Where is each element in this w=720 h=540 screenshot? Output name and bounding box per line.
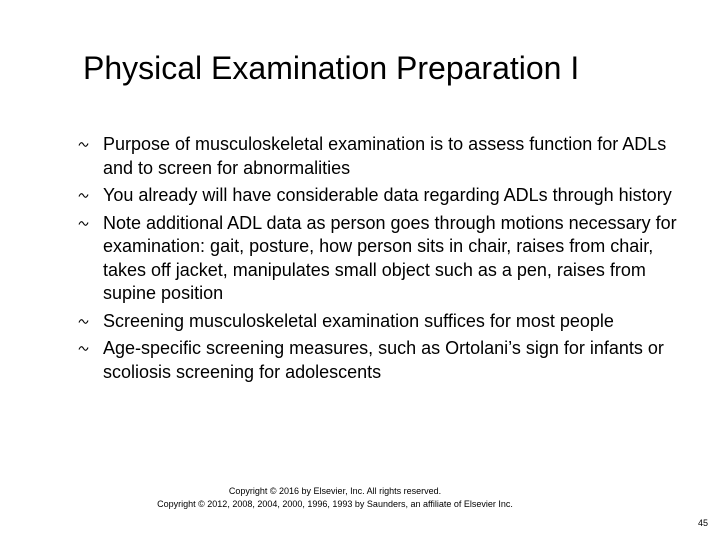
bullet-text: Note additional ADL data as person goes through motions necessary for examination: gait, posture, how person sits in chair, raises from chair, takes off jacket, manipulates small object such as a pen, raises from supine position: [103, 212, 677, 303]
curly-dash-bullet-icon: [78, 184, 92, 208]
bullet-text: Age-specific screening measures, such as Ortolani’s sign for infants or scoliosis screening for adolescents: [103, 338, 664, 382]
curly-dash-bullet-icon: [78, 337, 92, 361]
bullet-text: You already will have considerable data regarding ADLs through history: [103, 185, 672, 205]
list-item: [78, 184, 698, 208]
curly-dash-bullet-icon: [78, 212, 92, 236]
footer-copyright: [150, 485, 520, 511]
list-item: [78, 310, 698, 334]
bullet-list: [78, 133, 698, 388]
list-item: [78, 133, 698, 180]
curly-dash-bullet-icon: [78, 133, 92, 157]
list-item: [78, 337, 698, 384]
bullet-text: Screening musculoskeletal examination suffices for most people: [103, 310, 614, 331]
slide-title: Physical Examination Preparation I: [83, 50, 580, 86]
page-number: 45: [697, 518, 708, 528]
list-item: [78, 212, 698, 306]
copyright-line-2: Copyright © 2012, 2008, 2004, 2000, 1996, 1993 by Saunders, an affiliate of Elsevier Inc.: [157, 499, 513, 509]
bullet-text: Purpose of musculoskeletal examination is to assess function for ADLs and to screen for abnormalities: [103, 134, 667, 178]
copyright-line-1: Copyright © 2016 by Elsevier, Inc. All rights reserved.: [228, 486, 442, 496]
curly-dash-bullet-icon: [78, 310, 92, 334]
